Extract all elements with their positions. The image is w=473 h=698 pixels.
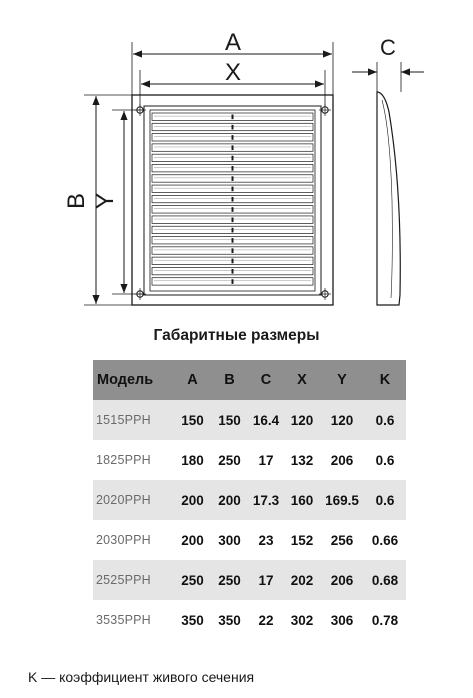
dimension-y-label: Y [92,192,119,210]
grille-technical-drawing [0,0,473,320]
cell-b: 200 [211,480,248,520]
cell-y: 169.5 [320,480,364,520]
cell-a: 350 [174,600,211,640]
louver-center-mark [232,197,234,202]
table-row [93,440,406,480]
cell-b: 250 [211,440,248,480]
louvers [152,113,313,285]
louver-center-mark [232,156,234,161]
side-view [352,35,424,305]
header-model: Модель [93,360,174,400]
table-row [93,600,406,640]
cell-y: 256 [320,520,364,560]
cell-model: 1825PPH [93,440,174,480]
louver-center-mark [232,238,234,243]
cell-x: 152 [284,520,320,560]
cell-y: 206 [320,560,364,600]
table-row [93,480,406,520]
table-row [93,560,406,600]
table-row [93,400,406,440]
dimension-c-label: C [380,35,396,60]
cell-model: 2020PPH [93,480,174,520]
cell-b: 350 [211,600,248,640]
cell-a: 200 [174,480,211,520]
louver-center-mark [232,125,234,130]
cell-x: 160 [284,480,320,520]
cell-k: 0.6 [364,480,406,520]
louver-center-mark [232,259,234,264]
cell-b: 250 [211,560,248,600]
cell-a: 200 [174,520,211,560]
louver-center-mark [232,248,234,253]
cell-x: 120 [284,400,320,440]
section-title: Габаритные размеры [153,327,320,344]
louver-center-mark [232,269,234,274]
cell-b: 300 [211,520,248,560]
cell-c: 22 [248,600,284,640]
cell-c: 17 [248,560,284,600]
louver-center-mark [232,166,234,171]
cell-model: 3535PPH [93,600,174,640]
cell-a: 250 [174,560,211,600]
cell-x: 302 [284,600,320,640]
front-view [63,29,333,305]
louver-center-mark [232,207,234,212]
header-y: Y [320,360,364,400]
dimension-b-label: B [63,192,90,210]
cell-y: 120 [320,400,364,440]
dimension-a-label: A [224,29,242,56]
cell-x: 132 [284,440,320,480]
cell-c: 17.3 [248,480,284,520]
header-k: K [364,360,406,400]
grille-side-profile [377,92,400,305]
table-header-row [93,360,406,400]
cell-model: 2525PPH [93,560,174,600]
cell-k: 0.6 [364,440,406,480]
cell-c: 23 [248,520,284,560]
header-x: X [284,360,320,400]
cell-y: 306 [320,600,364,640]
cell-y: 206 [320,440,364,480]
cell-a: 180 [174,440,211,480]
header-c: C [248,360,284,400]
cell-k: 0.6 [364,400,406,440]
cell-model: 1515PPH [93,400,174,440]
louver-center-mark [232,176,234,181]
cell-k: 0.66 [364,520,406,560]
louver-center-mark [232,135,234,140]
cell-b: 150 [211,400,248,440]
cell-c: 16.4 [248,400,284,440]
header-b: B [211,360,248,400]
table-row [93,520,406,560]
dimensions-table [93,360,406,640]
louver-center-mark [232,187,234,192]
louver-center-mark [232,145,234,150]
footnote: K — коэффициент живого сечения [28,669,255,685]
dimension-x-label: X [224,59,242,86]
louver-center-mark [232,228,234,233]
louver-center-mark [232,217,234,222]
cell-a: 150 [174,400,211,440]
header-a: A [174,360,211,400]
cell-x: 202 [284,560,320,600]
cell-c: 17 [248,440,284,480]
cell-model: 2030PPH [93,520,174,560]
cell-k: 0.68 [364,560,406,600]
louver-center-mark [232,279,234,284]
cell-k: 0.78 [364,600,406,640]
louver-center-mark [232,115,234,120]
